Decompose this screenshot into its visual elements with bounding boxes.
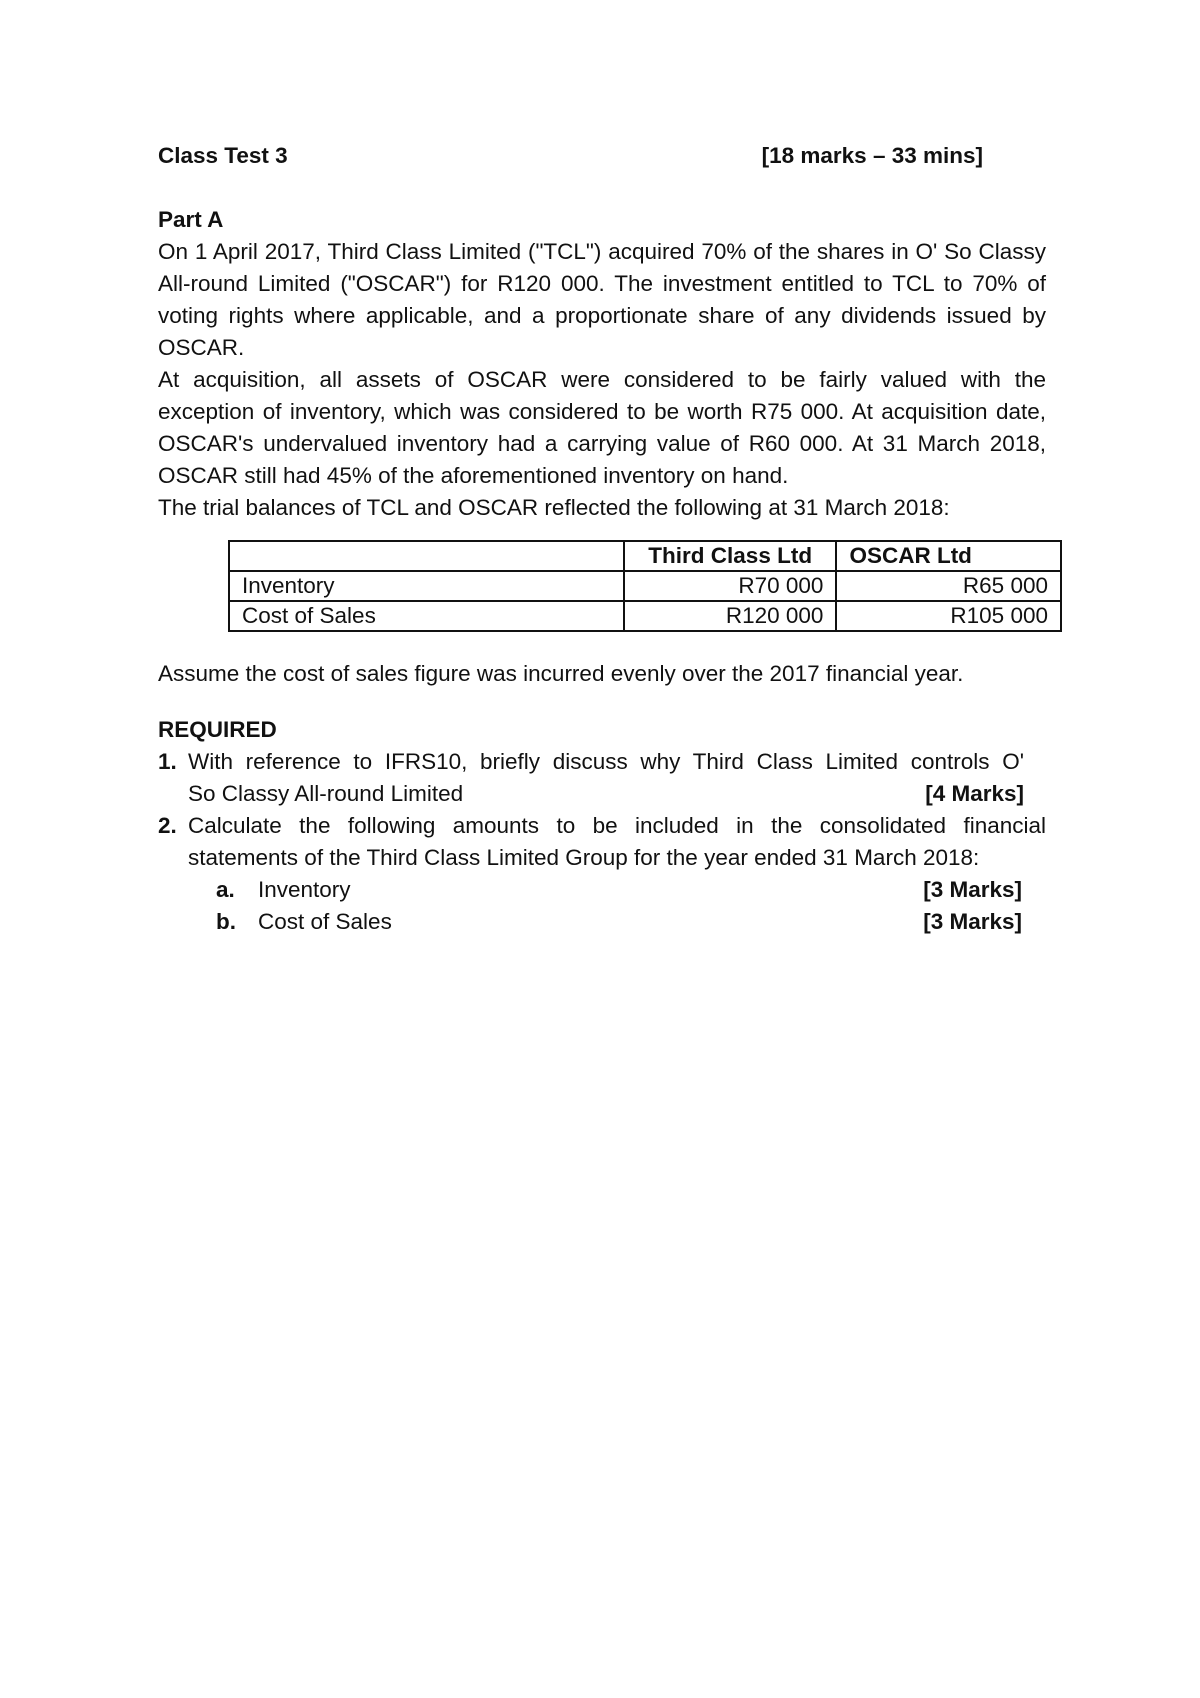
required-heading: REQUIRED xyxy=(158,717,277,742)
trial-balance-table xyxy=(228,540,1062,632)
required-item-1-marks: [4 Marks] xyxy=(925,781,1024,806)
table-cell-tcl: R120 000 xyxy=(624,601,837,631)
required-item-1-line-2: So Classy All-round Limited xyxy=(188,781,464,806)
part-a-heading: Part A xyxy=(158,207,224,232)
table-cell-oscar: R65 000 xyxy=(836,571,1061,601)
subitem-letter: b. xyxy=(216,909,236,934)
table-row-label: Inventory xyxy=(229,571,624,601)
subitem-marks: [3 Marks] xyxy=(923,877,1022,902)
required-item-1-line-1: With reference to IFRS10, briefly discuss why Third Class Limited controls O' xyxy=(188,749,1024,774)
trial-balance-table-wrapper xyxy=(228,540,1046,632)
table-cell-tcl: R70 000 xyxy=(624,571,837,601)
test-header xyxy=(158,140,983,172)
table-row xyxy=(229,571,1061,601)
subitem-letter: a. xyxy=(216,877,235,902)
part-a-paragraph-2: At acquisition, all assets of OSCAR were considered to be fairly valued with the exception of inventory, which was considered to be worth R75 000. At acquisition date, OSCAR's undervalued inventory had a carrying value of R60 000. At 31 March 2018, OSCAR still had 45% of the aforementioned inventory on hand. xyxy=(158,367,1046,488)
test-title: Class Test 3 xyxy=(158,143,288,168)
subitem-marks: [3 Marks] xyxy=(923,909,1022,934)
required-item-number: 1. xyxy=(158,749,177,774)
required-item-2-text: Calculate the following amounts to be included in the consolidated financial statements of the Third Class Limited Group for the year ended 31 March 2018: xyxy=(188,813,1046,870)
required-subitem-b xyxy=(216,906,1022,938)
part-a-paragraph-1: On 1 April 2017, Third Class Limited ("TCL") acquired 70% of the shares in O' So Classy All-round Limited ("OSCAR") for R120 000. The investment entitled to TCL to 70% of voting rights where applicable, and a proportionate share of any dividends issued by OSCAR. xyxy=(158,239,1046,360)
table-header-oscar: OSCAR Ltd xyxy=(836,541,1061,571)
table-header-blank xyxy=(229,541,624,571)
subitem-text: Inventory xyxy=(258,877,351,902)
document-page xyxy=(158,140,1046,938)
assumption-text: Assume the cost of sales figure was incurred evenly over the 2017 financial year. xyxy=(158,661,964,686)
subitem-text: Cost of Sales xyxy=(258,909,392,934)
table-header-row xyxy=(229,541,1061,571)
part-a-paragraph-3: The trial balances of TCL and OSCAR reflected the following at 31 March 2018: xyxy=(158,495,950,520)
table-row-label: Cost of Sales xyxy=(229,601,624,631)
required-item-2 xyxy=(158,810,1046,874)
table-cell-oscar: R105 000 xyxy=(836,601,1061,631)
required-item-number: 2. xyxy=(158,813,177,838)
table-row xyxy=(229,601,1061,631)
required-item-1 xyxy=(158,746,1046,810)
table-header-tcl: Third Class Ltd xyxy=(624,541,837,571)
test-marks-time: [18 marks – 33 mins] xyxy=(761,143,983,168)
required-subitem-a xyxy=(216,874,1022,906)
